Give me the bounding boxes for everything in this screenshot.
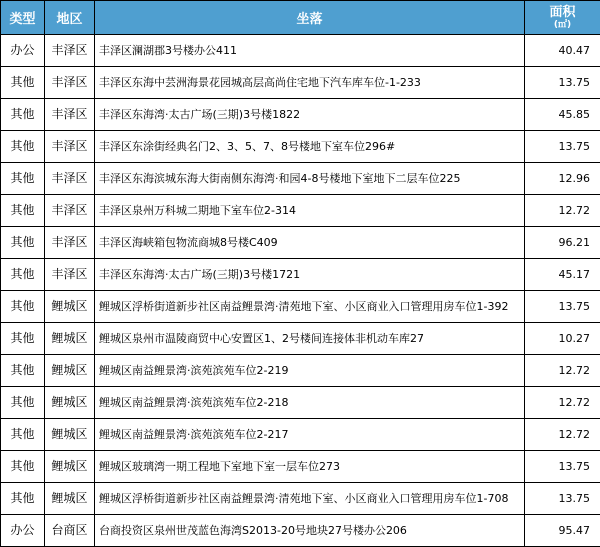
table-row [1,131,600,163]
cell-district: 鲤城区 [45,291,95,323]
cell-district: 丰泽区 [45,227,95,259]
table-row [1,387,600,419]
cell-address: 丰泽区澜湖郡3号楼办公411 [95,35,525,67]
cell-area: 45.17 [525,259,600,291]
header-address: 坐落 [95,1,525,35]
cell-area: 95.47 [525,515,600,547]
table-row [1,291,600,323]
cell-type: 其他 [1,227,45,259]
cell-district: 鲤城区 [45,355,95,387]
cell-district: 丰泽区 [45,35,95,67]
cell-district: 丰泽区 [45,195,95,227]
table-row [1,355,600,387]
cell-area: 40.47 [525,35,600,67]
table-row [1,419,600,451]
cell-type: 其他 [1,323,45,355]
cell-address: 丰泽区东涂街经典名门2、3、5、7、8号楼地下室车位296# [95,131,525,163]
cell-district: 鲤城区 [45,419,95,451]
cell-address: 丰泽区东海滨城东海大街南侧东海湾·和园4-8号楼地下室地下二层车位225 [95,163,525,195]
table-row [1,515,600,547]
cell-type: 其他 [1,131,45,163]
cell-address: 鲤城区浮桥街道新步社区南益鲤景湾·清苑地下室、小区商业入口管理用房车位1-392 [95,291,525,323]
cell-district: 鲤城区 [45,387,95,419]
table-row [1,323,600,355]
cell-address: 丰泽区东海湾·太古广场(三期)3号楼1822 [95,99,525,131]
cell-type: 其他 [1,67,45,99]
cell-address: 鲤城区玻璃湾一期工程地下室地下室一层车位273 [95,451,525,483]
cell-area: 12.96 [525,163,600,195]
cell-area: 13.75 [525,483,600,515]
cell-type: 其他 [1,355,45,387]
cell-area: 13.75 [525,451,600,483]
cell-area: 12.72 [525,195,600,227]
table-header-row [1,1,600,35]
cell-area: 13.75 [525,291,600,323]
cell-area: 12.72 [525,355,600,387]
cell-address: 鲤城区南益鲤景湾·滨苑滨苑车位2-219 [95,355,525,387]
cell-district: 丰泽区 [45,163,95,195]
cell-type: 其他 [1,99,45,131]
cell-type: 其他 [1,195,45,227]
cell-district: 丰泽区 [45,131,95,163]
cell-district: 丰泽区 [45,259,95,291]
cell-district: 鲤城区 [45,451,95,483]
header-area-unit: (㎡) [525,20,600,30]
cell-district: 鲤城区 [45,323,95,355]
header-district: 地区 [45,1,95,35]
cell-type: 其他 [1,291,45,323]
table-row [1,163,600,195]
cell-type: 办公 [1,35,45,67]
cell-type: 其他 [1,419,45,451]
cell-address: 鲤城区浮桥街道新步社区南益鲤景湾·清苑地下室、小区商业入口管理用房车位1-708 [95,483,525,515]
cell-area: 13.75 [525,131,600,163]
table-row [1,195,600,227]
cell-address: 丰泽区东海湾·太古广场(三期)3号楼1721 [95,259,525,291]
cell-area: 96.21 [525,227,600,259]
cell-type: 其他 [1,387,45,419]
header-area [525,1,600,35]
cell-area: 45.85 [525,99,600,131]
table-row [1,451,600,483]
cell-type: 其他 [1,163,45,195]
table-row [1,483,600,515]
table-row [1,259,600,291]
cell-district: 丰泽区 [45,99,95,131]
cell-area: 12.72 [525,419,600,451]
header-area-label: 面积 [525,6,600,20]
cell-type: 其他 [1,451,45,483]
cell-district: 鲤城区 [45,483,95,515]
table-row [1,99,600,131]
header-type: 类型 [1,1,45,35]
cell-area: 12.72 [525,387,600,419]
cell-type: 其他 [1,483,45,515]
cell-address: 丰泽区海峡箱包物流商城8号楼C409 [95,227,525,259]
table-body [1,35,600,547]
cell-type: 其他 [1,259,45,291]
table-row [1,67,600,99]
cell-area: 10.27 [525,323,600,355]
cell-area: 13.75 [525,67,600,99]
cell-type: 办公 [1,515,45,547]
cell-district: 台商区 [45,515,95,547]
cell-address: 鲤城区南益鲤景湾·滨苑滨苑车位2-218 [95,387,525,419]
cell-address: 丰泽区泉州万科城二期地下室车位2-314 [95,195,525,227]
cell-address: 丰泽区东海中芸洲海景花园城高层高尚住宅地下汽车库车位-1-233 [95,67,525,99]
cell-address: 台商投资区泉州世茂蓝色海湾S2013-20号地块27号楼办公206 [95,515,525,547]
cell-address: 鲤城区南益鲤景湾·滨苑滨苑车位2-217 [95,419,525,451]
table-row [1,35,600,67]
cell-district: 丰泽区 [45,67,95,99]
table-row [1,227,600,259]
cell-address: 鲤城区泉州市温陵商贸中心安置区1、2号楼间连接体非机动车库27 [95,323,525,355]
